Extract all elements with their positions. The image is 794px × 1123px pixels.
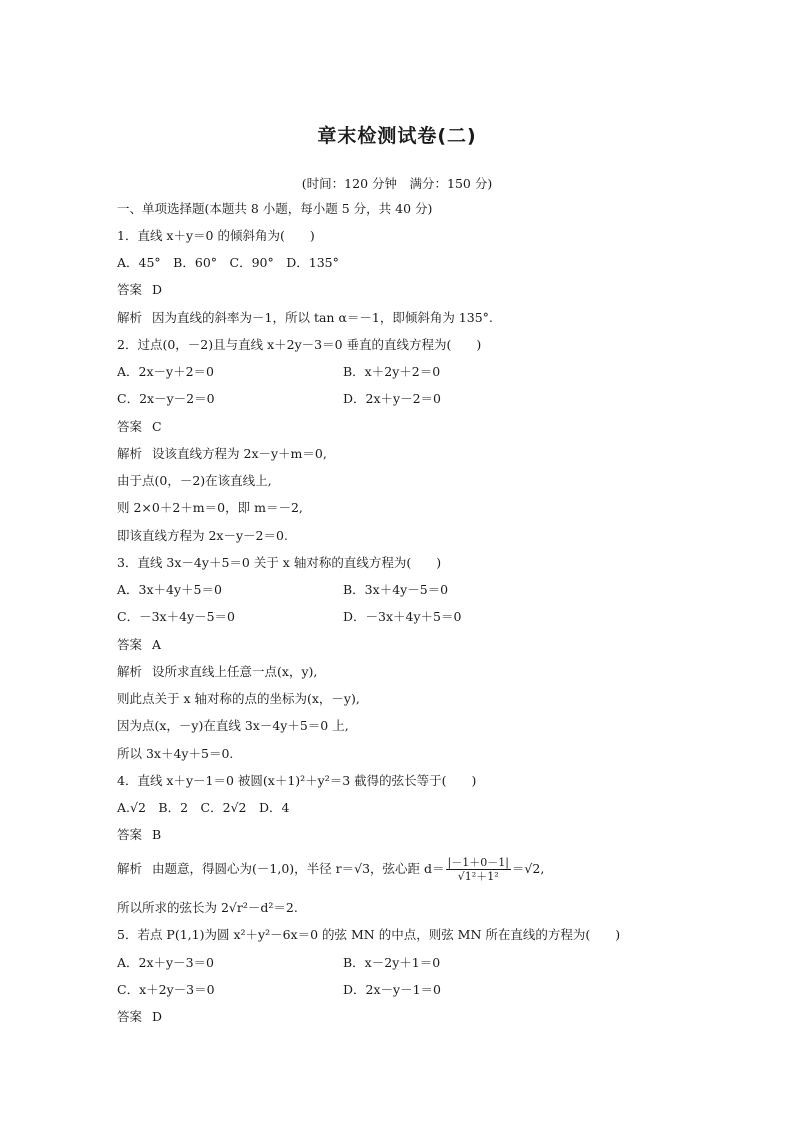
q1-options: A．45° B．60° C．90° D．135° (117, 255, 339, 270)
q1-analysis (117, 309, 493, 327)
q4-analysis (117, 856, 544, 883)
answer-label: 答案 (117, 827, 143, 842)
q4-answer-value: B (152, 827, 162, 842)
q4-analysis-text: 由题意，得圆心为(－1,0)，半径 r＝√3，弦心距 d＝ (152, 861, 445, 876)
q2-analysis-line: 则 2×0＋2＋m＝0，即 m＝－2, (117, 500, 303, 515)
analysis-label: 解析 (117, 861, 143, 876)
q3-option-c: C．－3x＋4y－5＝0 (117, 609, 235, 624)
q2-option-a: A．2x－y＋2＝0 (117, 364, 214, 379)
page-title: 章末检测试卷(二) (317, 125, 477, 147)
q4-analysis-tail: ＝√2, (511, 861, 545, 876)
q3-answer-value: A (152, 637, 162, 652)
q2-analysis-line: 设该直线方程为 2x－y＋m＝0, (152, 446, 327, 461)
analysis-label: 解析 (117, 310, 143, 325)
q4-answer (117, 826, 161, 844)
q1-stem: 1．直线 x＋y＝0 的倾斜角为( ) (117, 228, 315, 243)
answer-label: 答案 (117, 1009, 143, 1024)
q2-analysis (117, 445, 327, 463)
q4-stem: 4．直线 x＋y－1＝0 被圆(x＋1)²＋y²＝3 截得的弦长等于( ) (117, 773, 477, 788)
answer-label: 答案 (117, 419, 143, 434)
exam-info: (时间：120 分钟 满分：150 分) (301, 176, 493, 191)
q3-option-b: B．3x＋4y－5＝0 (343, 582, 449, 597)
q2-option-c: C．2x－y－2＝0 (117, 391, 215, 406)
answer-label: 答案 (117, 282, 143, 297)
q3-analysis (117, 663, 317, 681)
q2-stem: 2．过点(0，－2)且与直线 x＋2y－3＝0 垂直的直线方程为( ) (117, 337, 482, 352)
q3-answer (117, 636, 161, 654)
q2-answer (117, 418, 162, 436)
q1-analysis-text: 因为直线的斜率为－1，所以 tan α＝－1，即倾斜角为 135°. (152, 310, 493, 325)
q2-analysis-line: 即该直线方程为 2x－y－2＝0. (117, 528, 288, 543)
q1-answer (117, 281, 162, 299)
q2-option-d: D．2x＋y－2＝0 (343, 391, 441, 406)
q2-option-b: B．x＋2y＋2＝0 (343, 364, 441, 379)
answer-label: 答案 (117, 637, 143, 652)
q4-options: A.√2 B．2 C．2√2 D．4 (117, 800, 290, 815)
q1-answer-value: D (152, 282, 163, 297)
q5-option-a: A．2x＋y－3＝0 (117, 955, 214, 970)
q5-stem: 5．若点 P(1,1)为圆 x²＋y²－6x＝0 的弦 MN 的中点，则弦 MN 所在直线的方程为( ) (117, 927, 621, 942)
q2-analysis-line: 由于点(0，－2)在该直线上, (117, 473, 272, 488)
q3-option-a: A．3x＋4y＋5＝0 (117, 582, 222, 597)
section-heading: 一、单项选择题(本题共 8 小题，每小题 5 分，共 40 分) (117, 201, 433, 216)
q5-answer-value: D (152, 1009, 163, 1024)
analysis-label: 解析 (117, 664, 143, 679)
q3-analysis-line: 因为点(x，－y)在直线 3x－4y＋5＝0 上, (117, 718, 349, 733)
analysis-label: 解析 (117, 446, 143, 461)
q3-analysis-line: 所以 3x＋4y＋5＝0. (117, 746, 234, 761)
q5-answer (117, 1008, 162, 1026)
q3-stem: 3．直线 3x－4y＋5＝0 关于 x 轴对称的直线方程为( ) (117, 555, 442, 570)
q4-analysis-line: 所以所求的弦长为 2√r²－d²＝2. (117, 900, 298, 915)
q3-option-d: D．－3x＋4y＋5＝0 (343, 609, 462, 624)
distance-fraction (446, 856, 511, 883)
q3-analysis-line: 则此点关于 x 轴对称的点的坐标为(x，－y), (117, 691, 360, 706)
q5-option-c: C．x＋2y－3＝0 (117, 982, 215, 997)
q2-answer-value: C (152, 419, 162, 434)
q3-analysis-line: 设所求直线上任意一点(x，y), (152, 664, 318, 679)
fraction-denominator: √1²＋1² (457, 870, 499, 883)
q5-option-d: D．2x－y－1＝0 (343, 982, 441, 997)
q5-option-b: B．x－2y＋1＝0 (343, 955, 441, 970)
fraction-numerator: |－1＋0－1| (447, 856, 509, 869)
